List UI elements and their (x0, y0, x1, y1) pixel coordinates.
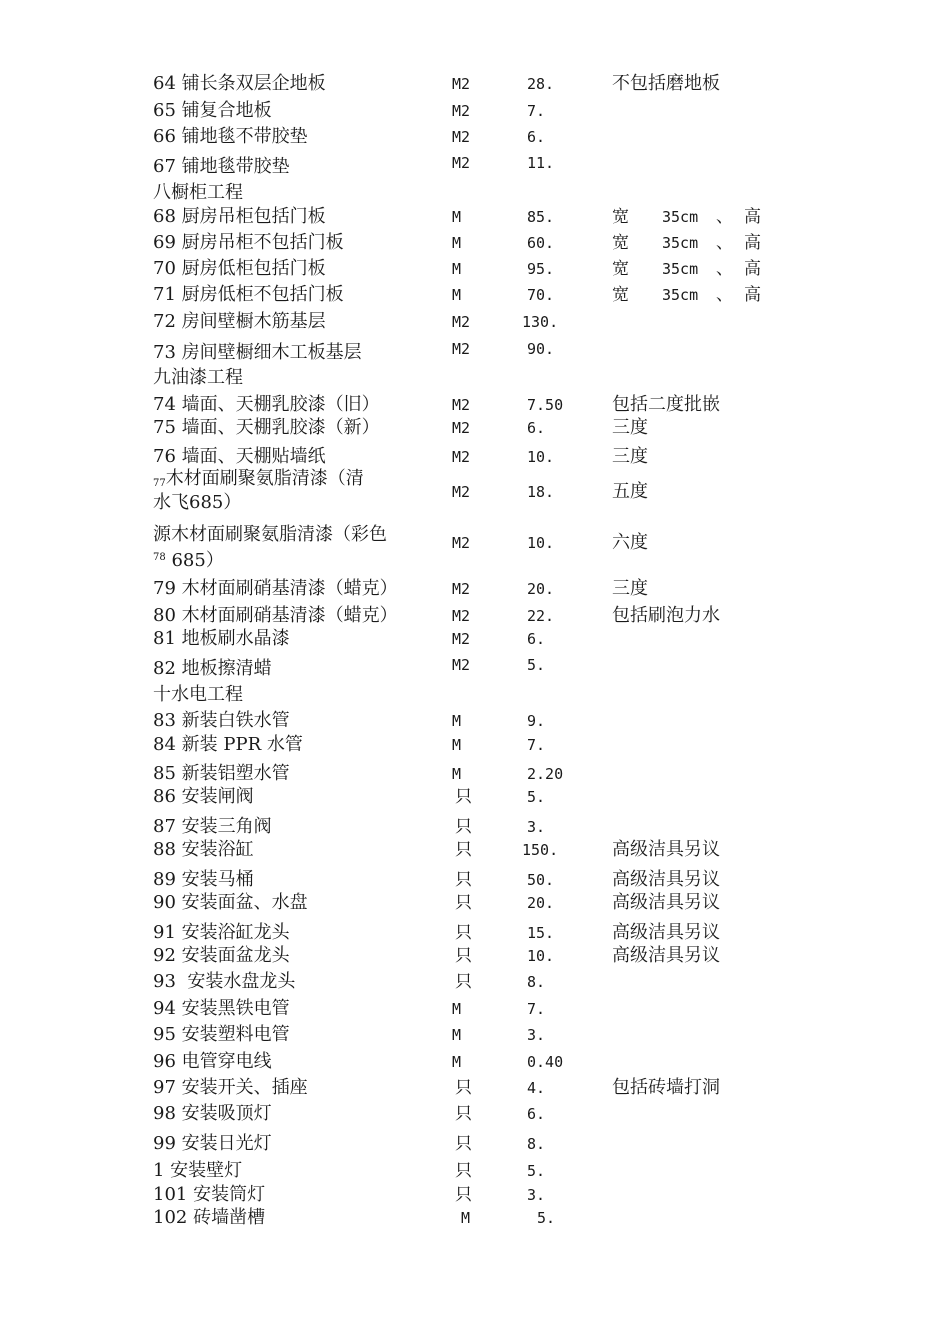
item-unit: M2 (452, 483, 471, 501)
item-price: 22. (527, 607, 555, 625)
item-note: 包括二度批嵌 (612, 394, 720, 415)
item-unit: M2 (452, 313, 471, 331)
item-unit: 只 (455, 840, 472, 860)
item-name: 101 安装筒灯 (153, 1184, 266, 1205)
item-name: 69 厨房吊柜不包括门板 (153, 232, 344, 253)
item-unit: M2 (452, 448, 471, 466)
table-row (0, 311, 950, 335)
table-row (0, 1077, 950, 1101)
table-row (0, 1024, 950, 1048)
item-unit: 只 (455, 817, 472, 837)
item-price: 7. (527, 736, 546, 754)
table-row (0, 446, 950, 470)
item-price: 9. (527, 712, 546, 730)
item-price: 10. (527, 448, 555, 466)
table-row (0, 710, 950, 734)
item-name: 98 安装吸顶灯 (153, 1103, 272, 1124)
item-name: 86 安装闸阀 (153, 786, 254, 807)
item-price: 18. (527, 483, 555, 501)
table-row (0, 734, 950, 758)
table-row (0, 338, 950, 362)
item-name: 76 墙面、天棚贴墙纸 (153, 446, 326, 467)
table-row (0, 605, 950, 629)
item-unit: 只 (455, 1104, 472, 1124)
item-price: 15. (527, 924, 555, 942)
item-name: 91 安装浴缸龙头 (153, 922, 290, 943)
item-unit: 只 (455, 972, 472, 992)
item-name: 71 厨房低柜不包括门板 (153, 284, 344, 305)
item-price: 6. (527, 128, 546, 146)
item-price: 2.20 (527, 765, 564, 783)
item-unit: M2 (452, 396, 471, 414)
item-unit: M (452, 1000, 462, 1018)
table-row (0, 628, 950, 652)
item-name: 90 安装面盆、水盘 (153, 892, 308, 913)
item-unit: M (452, 260, 462, 278)
item-price: 3. (527, 1186, 546, 1204)
item-unit: M (452, 736, 462, 754)
table-row: 68 厨房吊柜包括门板 M 85. 宽 35cm 、 高 (153, 206, 761, 227)
item-unit: M2 (452, 656, 471, 674)
table-row (0, 152, 950, 176)
item-unit: 只 (455, 946, 472, 966)
item-price: 7. (527, 1000, 546, 1018)
item-name: 源木材面刷聚氨脂清漆（彩色 (153, 524, 387, 545)
table-row (0, 1160, 950, 1184)
table-row (0, 578, 950, 602)
item-name: 95 安装塑料电管 (153, 1024, 290, 1045)
item-unit: M2 (452, 534, 471, 552)
item-unit: 只 (455, 1078, 472, 1098)
item-price: 70. (527, 286, 555, 304)
item-name: 67 铺地毯带胶垫 (153, 156, 290, 177)
item-name-line2: 水飞685） (153, 492, 242, 513)
item-unit: M2 (452, 580, 471, 598)
item-price: 5. (527, 656, 546, 674)
item-unit: M (452, 1053, 462, 1071)
item-price: 3. (527, 1026, 546, 1044)
item-name: 87 安装三角阀 (153, 816, 272, 837)
table-row (0, 1051, 950, 1075)
item-price: 0.40 (527, 1053, 564, 1071)
item-price: 6. (527, 419, 546, 437)
item-price: 5. (527, 788, 546, 806)
item-unit: 只 (455, 1134, 472, 1154)
item-price: 90. (527, 340, 555, 358)
item-price: 3. (527, 818, 546, 836)
item-name: 1 安装壁灯 (153, 1160, 243, 1181)
item-unit: 只 (455, 1185, 472, 1205)
item-price: 20. (527, 580, 555, 598)
item-name: 102 砖墙凿槽 (153, 1207, 266, 1228)
item-note: 三度 (612, 578, 648, 599)
item-price: 6. (527, 1105, 546, 1123)
item-name: 83 新装白铁水管 (153, 710, 290, 731)
item-name: 96 电管穿电线 (153, 1051, 272, 1072)
item-name: 64 铺长条双层企地板 (153, 73, 326, 94)
item-name: 89 安装马桶 (153, 869, 254, 890)
table-row (0, 971, 950, 995)
item-price: 150. (522, 841, 559, 859)
item-name: 94 安装黑铁电管 (153, 998, 290, 1019)
item-price: 28. (527, 75, 555, 93)
item-name: 74 墙面、天棚乳胶漆（旧） (153, 394, 380, 415)
table-row (0, 524, 950, 572)
item-price: 50. (527, 871, 555, 889)
item-price: 11. (527, 154, 555, 172)
item-name: 75 墙面、天棚乳胶漆（新） (153, 417, 380, 438)
item-name: 79 木材面刷硝基清漆（蜡克） (153, 578, 398, 599)
item-price: 10. (527, 947, 555, 965)
table-row (0, 892, 950, 916)
table-row: 71 厨房低柜不包括门板 M 70. 宽 35cm 、 高 (153, 284, 761, 305)
item-note: 六度 (612, 532, 648, 553)
item-price: 8. (527, 973, 546, 991)
table-row (0, 816, 950, 840)
table-row (0, 126, 950, 150)
item-name: 84 新装 PPR 水管 (153, 734, 303, 755)
item-unit: M2 (452, 128, 471, 146)
table-row (0, 100, 950, 124)
item-name: 65 铺复合地板 (153, 100, 272, 121)
table-row (0, 763, 950, 787)
item-unit: 只 (455, 787, 472, 807)
item-name: 72 房间壁橱木筋基层 (153, 311, 326, 332)
item-unit: M2 (452, 630, 471, 648)
item-price: 7. (527, 102, 546, 120)
table-row (0, 922, 950, 946)
item-price: 5. (527, 1162, 546, 1180)
item-note: 五度 (612, 481, 648, 502)
table-row (0, 945, 950, 969)
section-heading: 十水电工程 (153, 684, 243, 705)
table-row (0, 1103, 950, 1127)
item-name: 92 安装面盆龙头 (153, 945, 290, 966)
item-unit: 只 (455, 870, 472, 890)
item-unit: M2 (452, 154, 471, 172)
item-unit: M2 (452, 102, 471, 120)
item-name: 70 厨房低柜包括门板 (153, 258, 326, 279)
item-price: 95. (527, 260, 555, 278)
item-unit: M2 (452, 340, 471, 358)
item-name-line2: $^{78}$ 685） (153, 550, 224, 571)
item-name: 80 木材面刷硝基清漆（蜡克） (153, 605, 398, 626)
item-price: 8. (527, 1135, 546, 1153)
table-row (0, 1207, 950, 1231)
item-note: 高级洁具另议 (612, 922, 720, 943)
section-heading: 九油漆工程 (153, 367, 243, 388)
table-row (0, 654, 950, 678)
item-note: 包括砖墙打洞 (612, 1077, 720, 1098)
table-row (0, 394, 950, 418)
item-unit: M2 (452, 75, 471, 93)
item-name: 93 安装水盘龙头 (153, 971, 296, 992)
item-note: 高级洁具另议 (612, 945, 720, 966)
item-price: 4. (527, 1079, 546, 1097)
item-price: 5. (537, 1209, 556, 1227)
item-note: 包括刷泡力水 (612, 605, 720, 626)
item-unit: M (452, 712, 462, 730)
item-price: 6. (527, 630, 546, 648)
item-name: 88 安装浴缸 (153, 839, 254, 860)
table-row (0, 1184, 950, 1208)
item-note: 高级洁具另议 (612, 892, 720, 913)
item-price: 85. (527, 208, 555, 226)
item-name: 66 铺地毯不带胶垫 (153, 126, 308, 147)
item-unit: M (452, 765, 462, 783)
item-price: 10. (527, 534, 555, 552)
item-unit: M (452, 234, 462, 252)
item-unit: M2 (452, 419, 471, 437)
item-unit: M (452, 1026, 462, 1044)
table-row (0, 468, 950, 516)
item-note: 高级洁具另议 (612, 869, 720, 890)
item-name: 99 安装日光灯 (153, 1133, 272, 1154)
section-heading: 八橱柜工程 (153, 182, 243, 203)
table-row (0, 73, 950, 97)
table-row (0, 417, 950, 441)
item-unit: M (461, 1209, 471, 1227)
item-price: 60. (527, 234, 555, 252)
item-unit: M2 (452, 607, 471, 625)
item-unit: 只 (455, 893, 472, 913)
item-price: 130. (522, 313, 559, 331)
item-note: 三度 (612, 446, 648, 467)
item-name: 97 安装开关、插座 (153, 1077, 308, 1098)
item-name: 73 房间壁橱细木工板基层 (153, 342, 362, 363)
item-name: 85 新装铝塑水管 (153, 763, 290, 784)
table-row: 69 厨房吊柜不包括门板 M 60. 宽 35cm 、 高 (153, 232, 761, 253)
item-price: 7.50 (527, 396, 564, 414)
item-name: 81 地板刷水晶漆 (153, 628, 290, 649)
table-row (0, 998, 950, 1022)
table-row (0, 1133, 950, 1157)
table-row: 70 厨房低柜包括门板 M 95. 宽 35cm 、 高 (153, 258, 761, 279)
item-name: $_{77}$木材面刷聚氨脂清漆（清 (153, 468, 364, 489)
table-row (0, 786, 950, 810)
table-row (0, 839, 950, 863)
item-note: 高级洁具另议 (612, 839, 720, 860)
item-unit: M (452, 208, 462, 226)
table-row (0, 869, 950, 893)
item-unit: 只 (455, 1161, 472, 1181)
item-name: 68 厨房吊柜包括门板 (153, 206, 326, 227)
item-price: 20. (527, 894, 555, 912)
item-note: 三度 (612, 417, 648, 438)
item-name: 82 地板擦清蜡 (153, 658, 272, 679)
item-unit: M (452, 286, 462, 304)
item-unit: 只 (455, 923, 472, 943)
item-note: 不包括磨地板 (612, 73, 720, 94)
